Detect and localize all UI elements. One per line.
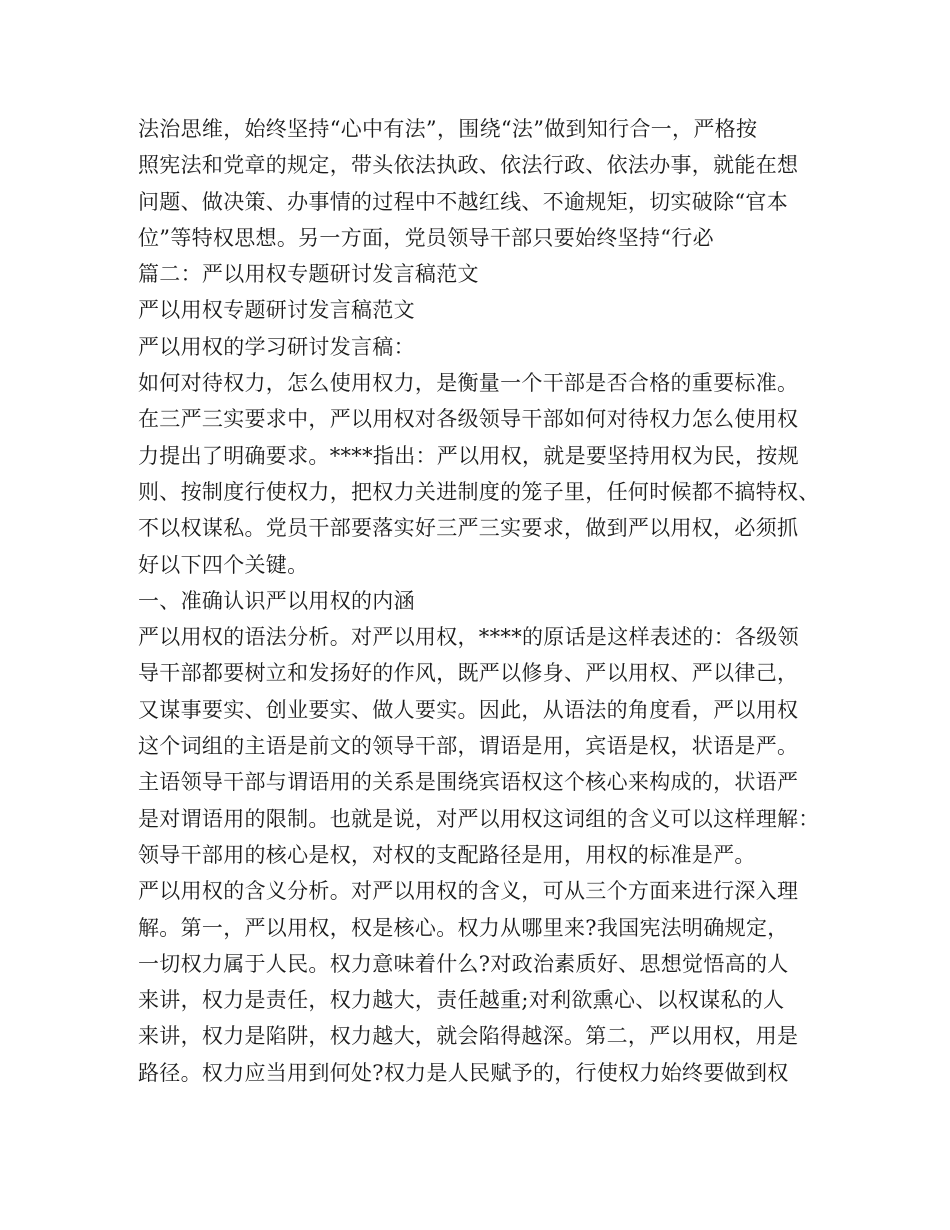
body-text [138, 111, 828, 1091]
text-line: 解。第一，严以用权，权是核心。权力从哪里来?我国宪法明确规定， [138, 915, 789, 940]
text-line: 位”等特权思想。另一方面，党员领导干部只要始终坚持“行必 [138, 225, 714, 250]
text-line: 又谋事要实、创业要实、做人要实。因此，从语法的角度看，严以用权 [138, 697, 799, 722]
text-line: 严以用权的含义分析。对严以用权的含义，可从三个方面来进行深入理 [138, 879, 799, 904]
text-line: 主语领导干部与谓语用的关系是围绕宾语权这个核心来构成的，状语严 [138, 770, 799, 795]
article-subtitle: 严以用权的学习研讨发言稿： [138, 334, 415, 359]
text-line: 在三严三实要求中，严以用权对各级领导干部如何对待权力怎么使用权 [138, 407, 799, 432]
text-line: 是对谓语用的限制。也就是说，对严以用权这词组的含义可以这样理解： [138, 806, 820, 831]
text-line: 力提出了明确要求。****指出：严以用权，就是要坚持用权为民，按规 [138, 443, 799, 468]
text-line: 严以用权的语法分析。对严以用权，****的原话是这样表述的：各级领 [138, 625, 799, 650]
text-line: 问题、做决策、办事情的过程中不越红线、不逾规矩，切实破除“官本 [138, 189, 789, 214]
text-line: 照宪法和党章的规定，带头依法执政、依法行政、依法办事，就能在想 [138, 153, 799, 178]
text-line: 好以下四个关键。 [138, 552, 309, 577]
section-heading: 篇二：严以用权专题研讨发言稿范文 [138, 262, 479, 287]
text-line: 则、按制度行使权力，把权力关进制度的笼子里，任何时候都不搞特权、 [138, 479, 820, 504]
text-line: 这个词组的主语是前文的领导干部，谓语是用，宾语是权，状语是严。 [138, 734, 799, 759]
text-line: 一切权力属于人民。权力意味着什么?对政治素质好、思想觉悟高的人 [138, 951, 789, 976]
text-line: 来讲，权力是责任，权力越大，责任越重;对利欲熏心、以权谋私的人 [138, 988, 785, 1013]
article-title: 严以用权专题研讨发言稿范文 [138, 298, 415, 323]
section-heading: 一、准确认识严以用权的内涵 [138, 588, 415, 613]
text-line: 来讲，权力是陷阱，权力越大，就会陷得越深。第二，严以用权，用是 [138, 1024, 799, 1049]
text-line: 如何对待权力，怎么使用权力，是衡量一个干部是否合格的重要标准。 [138, 371, 799, 396]
text-line: 法治思维，始终坚持“心中有法”，围绕“法”做到知行合一，严格按 [138, 117, 758, 141]
text-line: 导干部都要树立和发扬好的作风，既严以修身、严以用权、严以律己， [138, 661, 799, 686]
text-line: 不以权谋私。党员干部要落实好三严三实要求，做到严以用权，必须抓 [138, 516, 799, 541]
text-line: 领导干部用的核心是权，对权的支配路径是用，用权的标准是严。 [138, 842, 756, 867]
text-line: 路径。权力应当用到何处?权力是人民赋予的，行使权力始终要做到权 [138, 1060, 789, 1085]
